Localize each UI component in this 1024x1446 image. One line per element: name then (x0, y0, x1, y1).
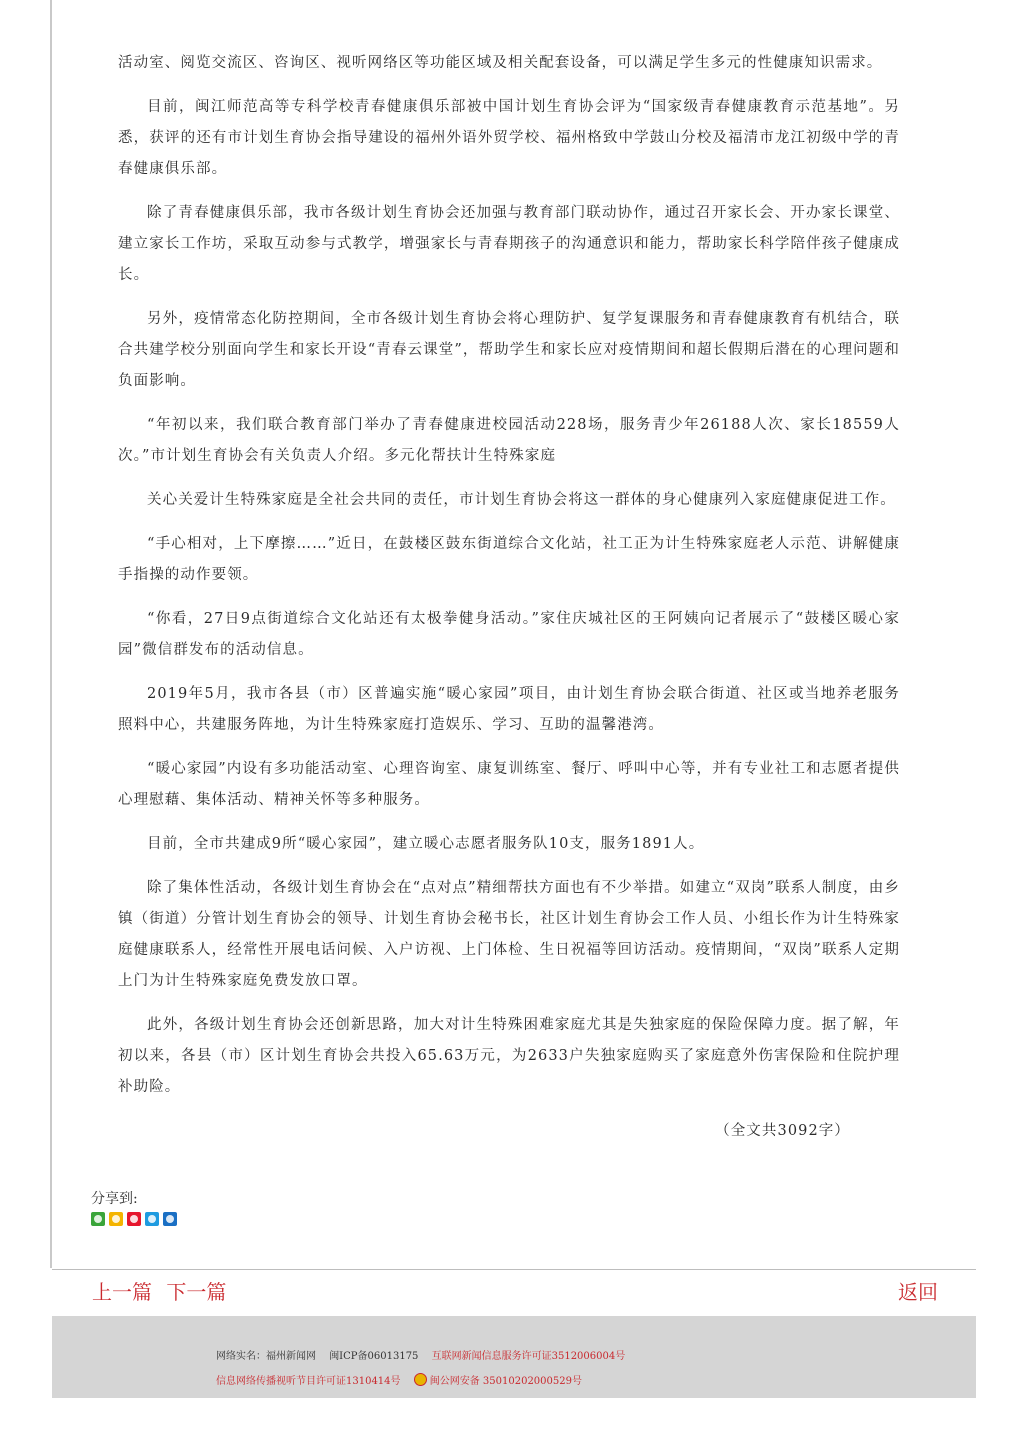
article-body (118, 48, 900, 1160)
article-paragraph: 此外，各级计划生育协会还创新思路，加大对计生特殊困难家庭尤其是失独家庭的保险保障力度。据了解，年初以来，各县（市）区计划生育协会共投入65.63万元，为2633户失独家庭购买了家庭意外伤害保险和住院护理补助险。 (118, 1017, 900, 1095)
nav-divider (52, 1269, 976, 1270)
footer-news-license[interactable]: 互联网新闻信息服务许可证3512006004号 (431, 1351, 626, 1362)
article-paragraph: 活动室、阅览交流区、咨询区、视听网络区等功能区域及相关配套设备，可以满足学生多元的性健康知识需求。 (118, 55, 883, 71)
footer-icp[interactable]: 闽ICP备06013175 (329, 1351, 419, 1362)
left-border-rule (50, 0, 52, 1268)
article-paragraph: 关心关爱计生特殊家庭是全社会共同的责任，市计划生育协会将这一群体的身心健康列入家庭健康促进工作。 (147, 492, 896, 508)
word-count: （全文共3092字） (715, 1123, 850, 1139)
share-icons (91, 1212, 177, 1226)
prev-article-link[interactable]: 上一篇 (92, 1280, 152, 1304)
footer-av-license[interactable]: 信息网络传播视听节目许可证1310414号 (216, 1376, 401, 1387)
footer-line-1 (216, 1347, 625, 1362)
footer-site-name: 网络实名：福州新闻网 (216, 1351, 316, 1362)
article-paragraph: “暖心家园”内设有多功能活动室、心理咨询室、康复训练室、餐厅、呼叫中心等，并有专业社工和志愿者提供心理慰藉、集体活动、精神关怀等多种服务。 (118, 761, 900, 808)
article-paragraph: “年初以来，我们联合教育部门举办了青春健康进校园活动228场，服务青少年26188人次、家长18559人次。”市计划生育协会有关负责人介绍。多元化帮扶计生特殊家庭 (118, 417, 900, 464)
footer-line-2 (216, 1372, 582, 1387)
share-bar (91, 1188, 177, 1226)
article-paragraph: 2019年5月，我市各县（市）区普遍实施“暖心家园”项目，由计划生育协会联合街道、社区或当地养老服务照料中心，共建服务阵地，为计生特殊家庭打造娱乐、学习、互助的温馨港湾。 (118, 686, 900, 733)
tencent-weibo-icon[interactable] (145, 1212, 159, 1226)
article-nav (92, 1276, 940, 1305)
article-paragraph: 另外，疫情常态化防控期间，全市各级计划生育协会将心理防护、复学复课服务和青春健康教育有机结合，联合共建学校分别面向学生和家长开设“青春云课堂”，帮助学生和家长应对疫情期间和超长假期后潜在的心理问题和负面影响。 (118, 311, 900, 389)
wechat-icon[interactable] (91, 1212, 105, 1226)
qzone-icon[interactable] (109, 1212, 123, 1226)
article-paragraph: 除了集体性活动，各级计划生育协会在“点对点”精细帮扶方面也有不少举措。如建立“双岗”联系人制度，由乡镇（街道）分管计划生育协会的领导、计划生育协会秘书长，社区计划生育协会工作人员、小组长作为计生特殊家庭健康联系人，经常性开展电话问候、入户访视、上门体检、生日祝福等回访活动。疫情期间，“双岗”联系人定期上门为计生特殊家庭免费发放口罩。 (118, 880, 900, 989)
renren-icon[interactable] (163, 1212, 177, 1226)
article-paragraph: 除了青春健康俱乐部，我市各级计划生育协会还加强与教育部门联动协作，通过召开家长会、开办家长课堂、建立家长工作坊，采取互动参与式教学，增强家长与青春期孩子的沟通意识和能力，帮助家长科学陪伴孩子健康成长。 (118, 205, 900, 283)
article-paragraph: 目前，闽江师范高等专科学校青春健康俱乐部被中国计划生育协会评为“国家级青春健康教育示范基地”。另悉，获评的还有市计划生育协会指导建设的福州外语外贸学校、福州格致中学鼓山分校及福清市龙江初级中学的青春健康俱乐部。 (118, 99, 900, 177)
next-article-link[interactable]: 下一篇 (166, 1280, 227, 1304)
footer-police-record[interactable]: 闽公网安备 35010202000529号 (429, 1376, 582, 1387)
article-paragraph: “你看，27日9点街道综合文化站还有太极拳健身活动。”家住庆城社区的王阿姨向记者展示了“鼓楼区暖心家园”微信群发布的活动信息。 (118, 611, 900, 658)
site-footer (52, 1316, 976, 1398)
share-label: 分享到: (91, 1191, 138, 1207)
article-paragraph: “手心相对，上下摩擦……”近日，在鼓楼区鼓东街道综合文化站，社工正为计生特殊家庭老人示范、讲解健康手指操的动作要领。 (118, 536, 900, 583)
police-badge-icon (414, 1373, 427, 1386)
weibo-icon[interactable] (127, 1212, 141, 1226)
back-link[interactable]: 返回 (898, 1280, 938, 1304)
article-paragraph: 目前，全市共建成9所“暖心家园”，建立暖心志愿者服务队10支，服务1891人。 (147, 836, 705, 852)
